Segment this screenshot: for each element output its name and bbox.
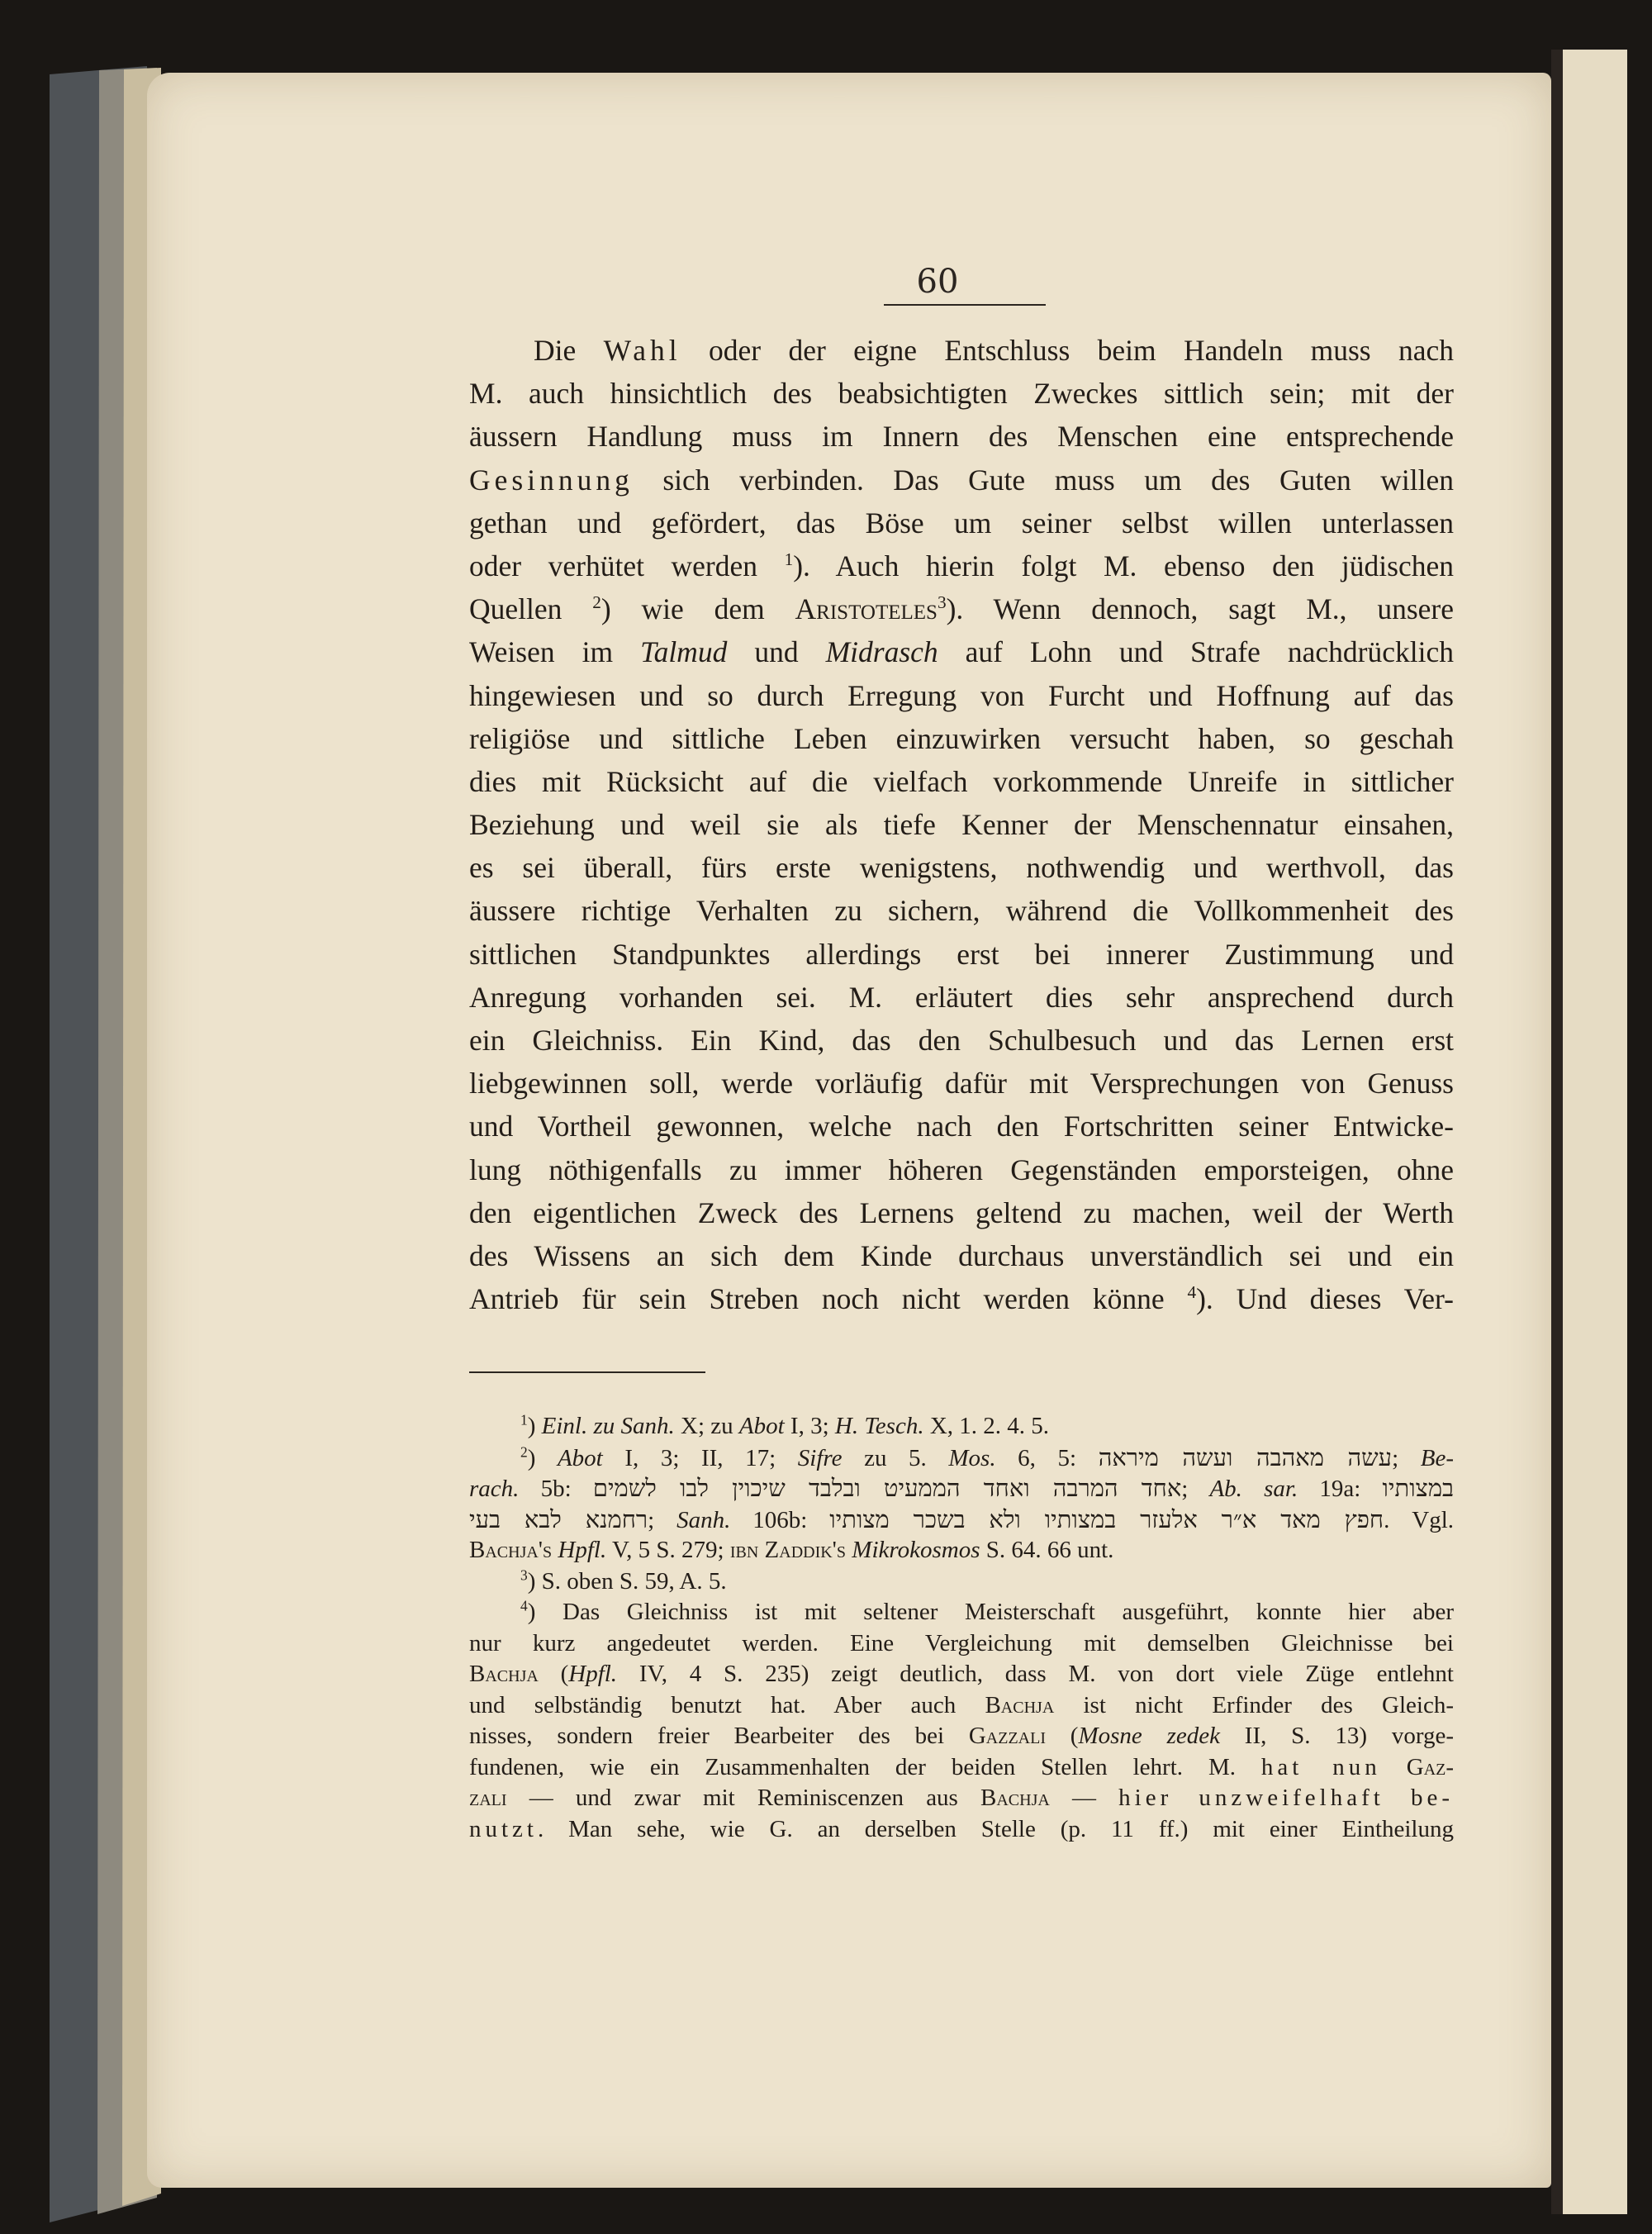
italic-run: Midrasch xyxy=(825,635,938,669)
text-run: ( xyxy=(1045,1723,1079,1749)
text-run: ) xyxy=(527,1444,558,1471)
italic-run: Mikrokosmos xyxy=(852,1537,980,1563)
text-run: ). Wenn dennoch, sagt M., unsere xyxy=(946,592,1454,626)
page-number: 60 xyxy=(916,263,959,301)
smallcaps-run: Gazzali xyxy=(968,1723,1046,1749)
footnote-line xyxy=(469,1443,1454,1474)
body-line xyxy=(469,1105,1454,1148)
text-run: nisses, sondern freier Bearbeiter des bei xyxy=(469,1723,969,1749)
footnotes xyxy=(469,1411,1454,1845)
text-run: liebgewinnen soll, werde vorläufig dafür mit Versprechungen von Genuss xyxy=(469,1067,1454,1100)
body-line xyxy=(469,630,1454,673)
text-run: S. 64. 66 unt. xyxy=(980,1537,1114,1563)
text-run: ; xyxy=(1181,1476,1210,1502)
text-run: den eigentlichen Zweck des Lernens geltend zu machen, weil der Werth xyxy=(469,1195,1454,1229)
body-line xyxy=(469,976,1454,1019)
body-line xyxy=(469,459,1454,501)
text-run: ; xyxy=(1392,1444,1421,1471)
text-run: sich verbinden. Das Gute muss um des Guten willen xyxy=(633,463,1454,497)
text-run: fundenen, wie ein Zusammenhalten der beiden Stellen lehrt. M. xyxy=(469,1753,1261,1780)
text-run: IV, 4 S. 235) zeigt deutlich, dass M. von dort viele Züge entlehnt xyxy=(617,1661,1454,1687)
footnote-ref: 1 xyxy=(784,549,794,570)
footnote-ref: 1 xyxy=(520,1411,528,1428)
text-run: Anregung vorhanden sei. M. erläutert dies sehr ansprechend durch xyxy=(469,980,1454,1014)
spaced-run: nutzt xyxy=(469,1815,538,1842)
hebrew-run: חפץ מאד א״ר אלעזר במצותיו ולא בשכר מצותיו xyxy=(829,1504,1384,1533)
text-run: Die xyxy=(534,334,604,367)
text-run: des Wissens an sich dem Kinde durchaus unverständlich sei und ein xyxy=(469,1238,1454,1272)
text-run: sittlichen Standpunktes allerdings erst bei innerer Zustimmung und xyxy=(469,937,1454,971)
footnote-line xyxy=(469,1752,1454,1784)
footnote-line xyxy=(469,1814,1454,1846)
body-line xyxy=(469,1234,1454,1277)
text-run: M. auch hinsichtlich des beabsichtigten Zweckes sittlich sein; mit der xyxy=(469,377,1454,411)
text-run: — xyxy=(1049,1785,1119,1811)
italic-run: Be- xyxy=(1420,1444,1454,1471)
body-line xyxy=(469,415,1454,458)
spaced-run: hier unzweifelhaft be- xyxy=(1118,1785,1454,1811)
footnote-ref: 3 xyxy=(937,592,947,613)
text-run: I, 3; xyxy=(784,1413,835,1439)
text-run: 6, 5: xyxy=(995,1444,1099,1471)
body-line xyxy=(469,1191,1454,1234)
text-run: ) Das Gleichniss ist mit seltener Meisterschaft ausgeführt, konnte hier aber xyxy=(527,1599,1454,1625)
text-run: ) wie dem xyxy=(601,592,795,626)
facing-page-edge xyxy=(1561,50,1627,2214)
body-line xyxy=(469,760,1454,803)
text-run: religiöse und sittliche Leben einzuwirken versucht haben, so geschah xyxy=(469,721,1454,755)
text-run: — und zwar mit Reminiscenzen aus xyxy=(506,1785,981,1811)
body-line xyxy=(469,544,1454,587)
italic-run: Abot xyxy=(738,1413,785,1439)
body-line xyxy=(469,329,1454,372)
smallcaps-run: Gaz- xyxy=(1406,1753,1455,1780)
text-run: ). Auch hierin folgt M. ebenso den jüdischen xyxy=(793,549,1454,582)
page-number-rule xyxy=(884,304,1046,306)
body-line xyxy=(469,1062,1454,1105)
italic-run: Hpfl. xyxy=(558,1537,607,1563)
footnote-line xyxy=(469,1473,1454,1504)
text-run: Weisen im xyxy=(469,635,641,669)
text-run: Beziehung und weil sie als tiefe Kenner der Menschennatur einsahen, xyxy=(469,808,1454,842)
text-run: lung nöthigenfalls zu immer höheren Gegenständen emporsteigen, ohne xyxy=(469,1153,1454,1186)
body-line xyxy=(469,501,1454,544)
text-run: auf Lohn und Strafe nachdrücklich xyxy=(938,635,1454,669)
text-run: Quellen xyxy=(469,592,593,626)
italic-run: Mos. xyxy=(948,1444,996,1471)
hebrew-run: רחמנא לבא בעי xyxy=(469,1504,648,1533)
smallcaps-run: Bachja xyxy=(980,1785,1050,1811)
text-run: ) S. oben S. 59, A. 5. xyxy=(527,1567,727,1595)
text-run: ist nicht Erfinder des Gleich- xyxy=(1054,1691,1454,1718)
smallcaps-run: Aristoteles xyxy=(795,592,938,626)
footnote-separator xyxy=(469,1371,705,1373)
body-line xyxy=(469,587,1454,630)
body-line xyxy=(469,674,1454,717)
italic-run: Sifre xyxy=(797,1444,843,1471)
footnote-line xyxy=(469,1535,1454,1566)
text-run: X, 1. 2. 4. 5. xyxy=(923,1413,1050,1439)
footnote-line xyxy=(469,1411,1454,1443)
body-line xyxy=(469,372,1454,415)
footnote-ref: 2 xyxy=(520,1443,528,1460)
text-run: 5b: xyxy=(519,1476,593,1502)
footnote-line xyxy=(469,1597,1454,1628)
spaced-run: hat nun xyxy=(1260,1753,1381,1780)
italic-run: rach. xyxy=(469,1476,520,1502)
italic-run: Ab. sar. xyxy=(1209,1476,1298,1502)
text-run: äussere richtige Verhalten zu sichern, während die Vollkommenheit des xyxy=(469,894,1454,928)
footnote-line xyxy=(469,1783,1454,1814)
smallcaps-run: Bachja xyxy=(985,1691,1055,1718)
text-run: I, 3; II, 17; xyxy=(602,1444,798,1471)
text-run: und xyxy=(727,635,826,669)
text-run: zu 5. xyxy=(842,1444,949,1471)
text-run: dies mit Rücksicht auf die vielfach vorkommende Unreife in sittlicher xyxy=(469,764,1454,798)
smallcaps-run: zali xyxy=(469,1785,507,1811)
body-line xyxy=(469,1019,1454,1062)
smallcaps-run: ibn Zaddik's xyxy=(729,1537,847,1563)
body-line xyxy=(469,1277,1454,1320)
smallcaps-run: Bachja xyxy=(469,1661,539,1687)
text-run: ) xyxy=(527,1413,542,1439)
text-run: hingewiesen und so durch Erregung von Furcht und Hoffnung auf das xyxy=(469,678,1454,712)
text-run: und selbständig benutzt hat. Aber auch xyxy=(469,1691,985,1718)
text-run: . Vgl. xyxy=(1384,1506,1455,1533)
footnote-ref: 3 xyxy=(520,1566,528,1583)
text-run: ( xyxy=(538,1661,569,1687)
body-line xyxy=(469,803,1454,846)
body-line xyxy=(469,889,1454,932)
text-run: äussern Handlung muss im Innern des Menschen eine entsprechende xyxy=(469,420,1454,454)
italic-run: H. Tesch. xyxy=(834,1413,924,1439)
italic-run: Talmud xyxy=(640,635,728,669)
hebrew-run: אחד המרבה ואחד הממעיט ובלבד שיכוין לבו לשמים xyxy=(592,1474,1182,1502)
italic-run: Abot xyxy=(557,1444,603,1471)
spaced-run: Gesinnung xyxy=(469,463,634,497)
footnote-line xyxy=(469,1721,1454,1752)
footnote-ref: 4 xyxy=(520,1597,528,1614)
text-run: V, 5 S. 279; xyxy=(606,1537,730,1563)
body-line xyxy=(469,1148,1454,1191)
text-run: X; zu xyxy=(674,1413,739,1439)
text-run: und Vortheil gewonnen, welche nach den Fortschritten seiner Entwicke- xyxy=(469,1110,1454,1143)
hebrew-run: במצותיו xyxy=(1382,1474,1454,1502)
body-line xyxy=(469,717,1454,760)
text-run: ein Gleichniss. Ein Kind, das den Schulbesuch und das Lernen erst xyxy=(469,1024,1454,1057)
text-run: ; xyxy=(648,1506,677,1533)
text-run: ). Und dieses Ver- xyxy=(1196,1282,1454,1316)
footnote-line xyxy=(469,1690,1454,1722)
footnote-line xyxy=(469,1628,1454,1660)
italic-run: Einl. zu Sanh. xyxy=(541,1413,675,1439)
italic-run: Sanh. xyxy=(676,1506,731,1533)
body-line xyxy=(469,933,1454,976)
footnote-ref: 4 xyxy=(1187,1282,1197,1303)
body-line xyxy=(469,846,1454,889)
italic-run: Hpfl. xyxy=(568,1661,618,1687)
text-run: II, S. 13) vorge- xyxy=(1219,1723,1454,1749)
footnote-line xyxy=(469,1566,1454,1598)
footnote-ref: 2 xyxy=(592,592,601,613)
body-text xyxy=(469,329,1454,1320)
footnote-line xyxy=(469,1504,1454,1536)
hebrew-run: עשה מאהבה ועשה מיראה xyxy=(1098,1443,1393,1471)
footnote-line xyxy=(469,1659,1454,1690)
spaced-run: Wahl xyxy=(603,334,681,367)
text-run: Antrieb für sein Streben noch nicht werden könne xyxy=(469,1282,1188,1316)
text-run: 19a: xyxy=(1298,1476,1383,1502)
text-run xyxy=(1381,1754,1407,1780)
text-run: nur kurz angedeutet werden. Eine Vergleichung mit demselben Gleichnisse bei xyxy=(469,1629,1454,1656)
text-run: gethan und gefördert, das Böse um seiner selbst willen unterlassen xyxy=(469,506,1454,539)
text-run: oder verhütet werden xyxy=(469,549,785,582)
text-run: es sei überall, fürs erste wenigstens, nothwendig und werthvoll, das xyxy=(469,851,1454,885)
text-run: oder der eigne Entschluss beim Handeln muss nach xyxy=(681,334,1454,367)
smallcaps-run: Bachja's xyxy=(469,1537,553,1563)
italic-run: Mosne zedek xyxy=(1078,1723,1220,1749)
text-run: . Man sehe, wie G. an derselben Stelle (p. 11 ff.) mit einer Eintheilung xyxy=(538,1815,1454,1842)
text-run: 106b: xyxy=(730,1506,830,1533)
